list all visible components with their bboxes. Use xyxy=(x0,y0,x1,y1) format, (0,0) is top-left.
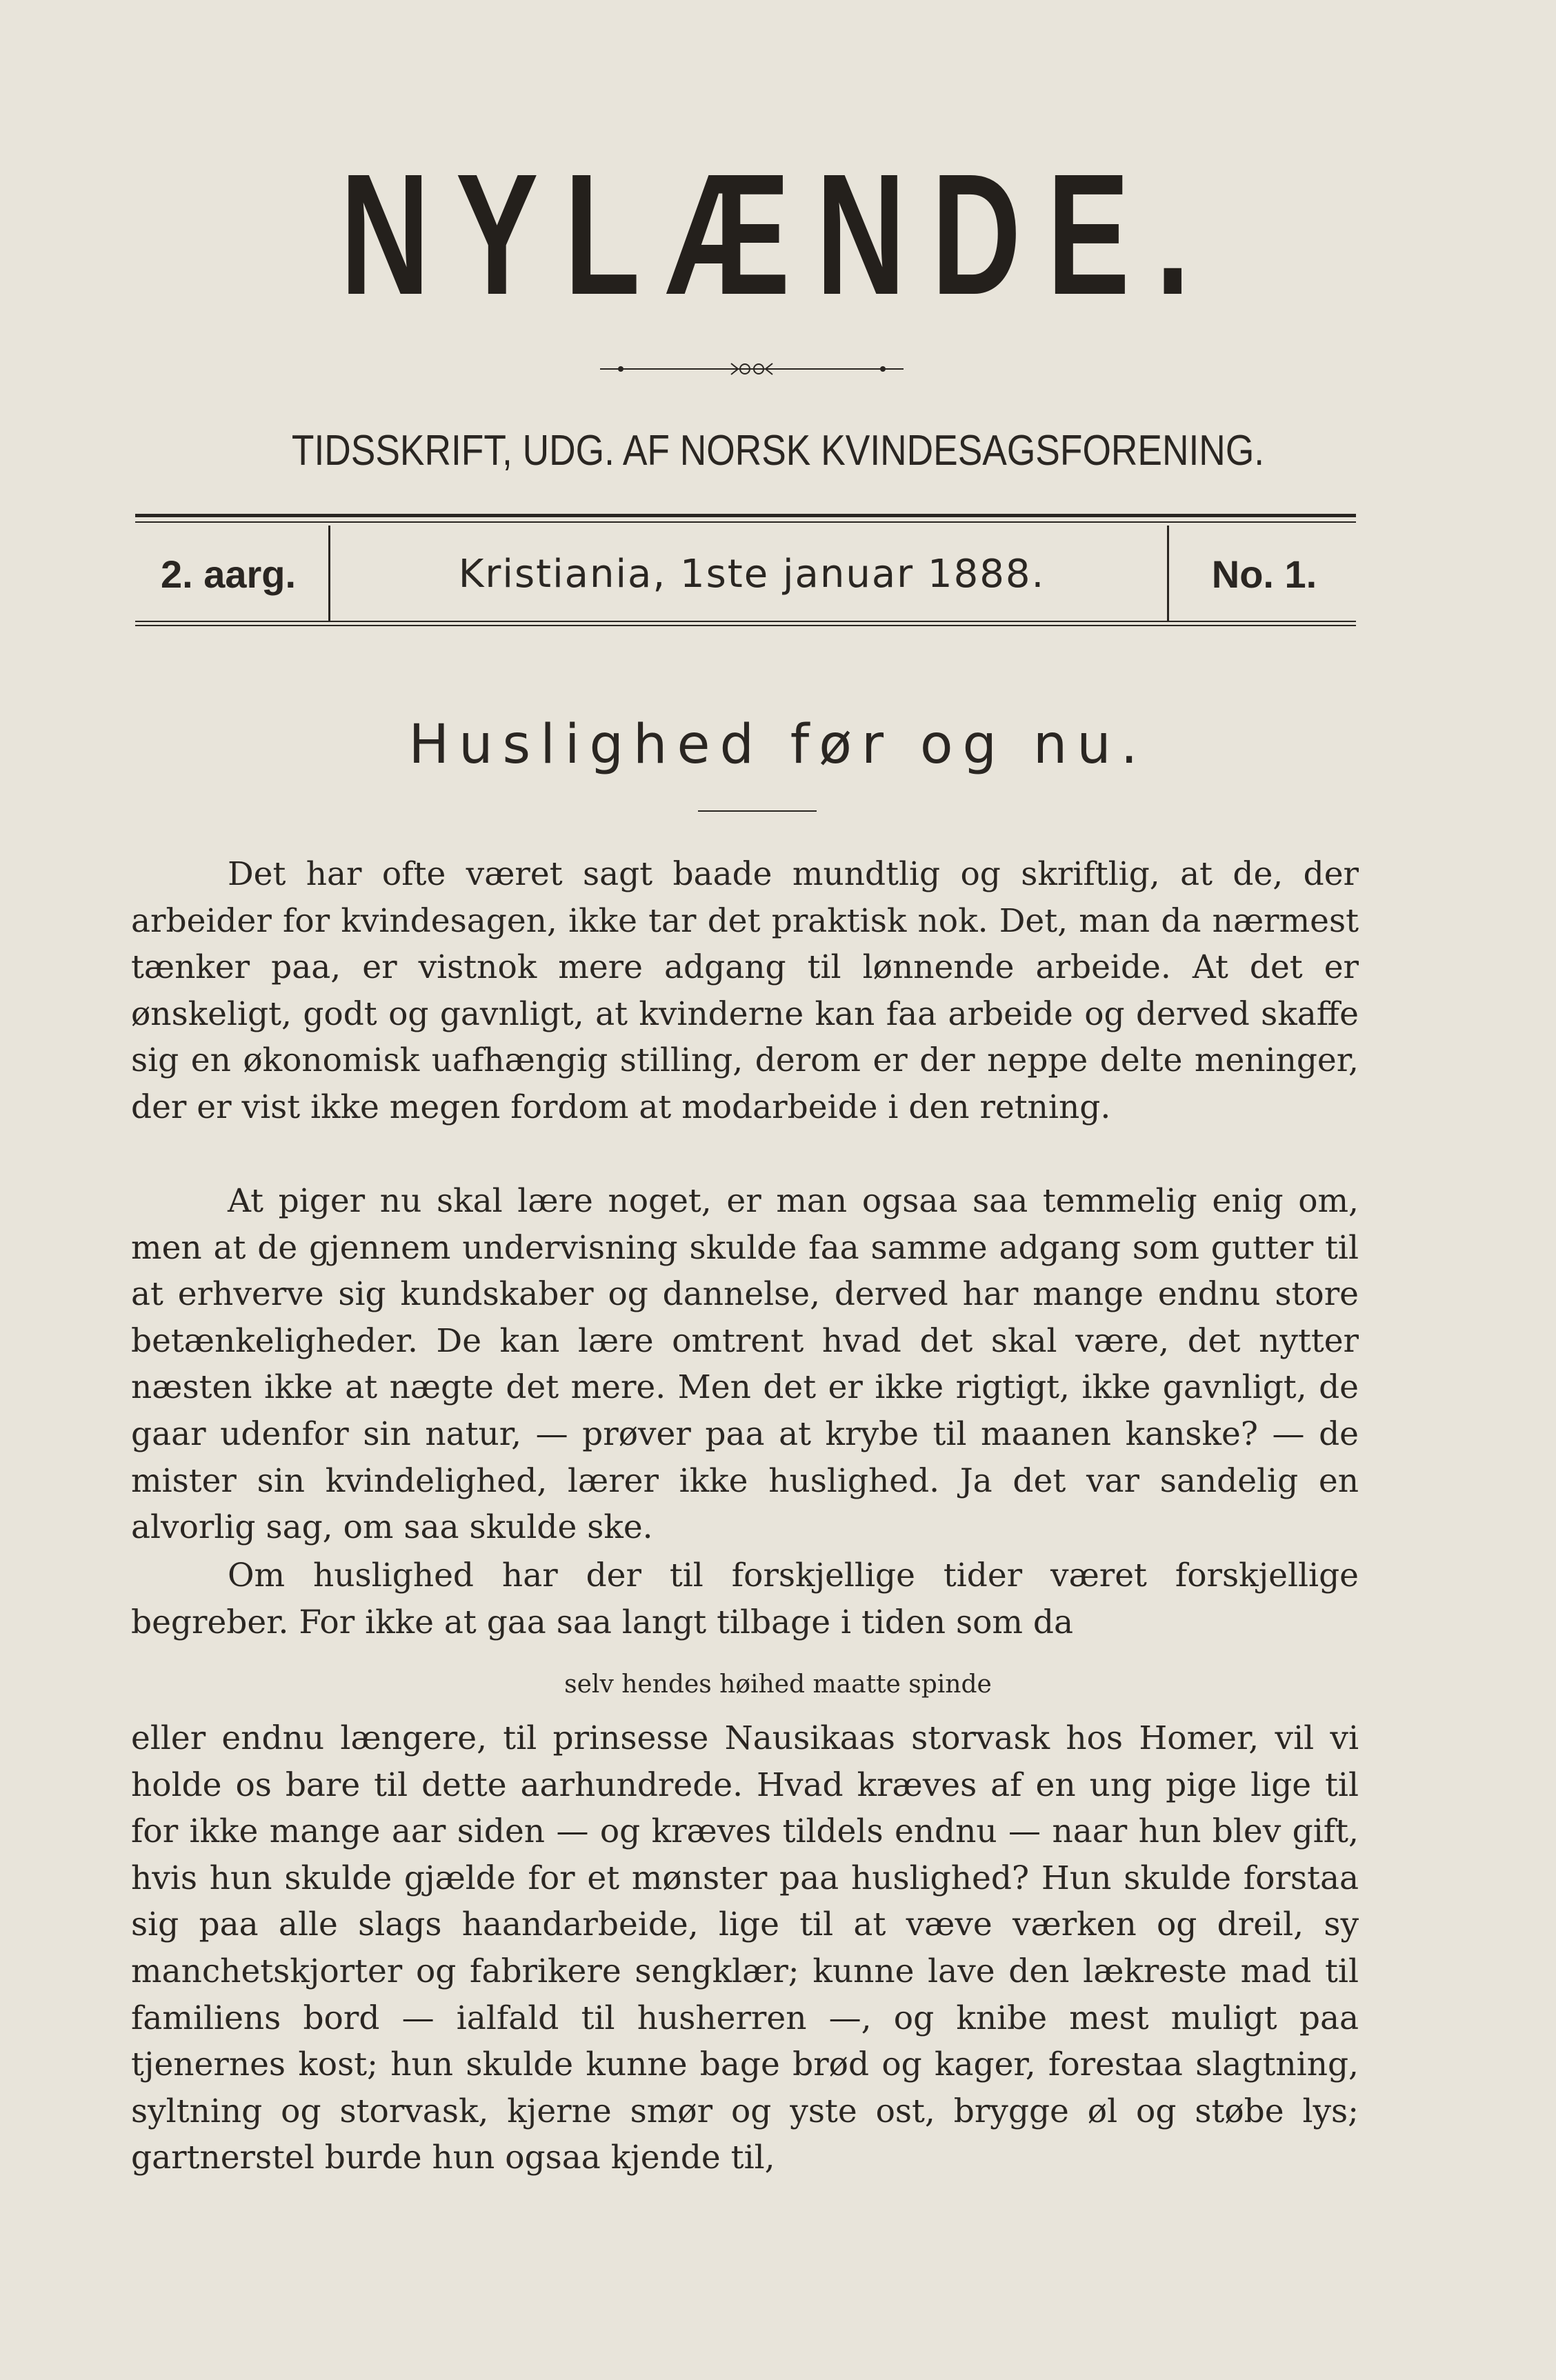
article-paragraph: eller endnu længere, til prinsesse Nausikaas storvask hos Homer, vil vi holde os bare til dette aarhundrede. Hvad kræves af en ung pige lige til for ikke mange aar siden — og kræves tildels endnu — naar hun blev gift, hvis hun skulde gjælde for et mønster paa huslighed? Hun skulde forstaa sig paa alle slags haandarbeide, lige til at væve værken og dreil, sy manchetskjorter og fabrikere sengklær; kunne lave den lækreste mad til familiens bord — ialfald til husherren —, og knibe mest muligt paa tjenernes kost; hun skulde kunne bage brød og kager, forestaa slagtning, syltning og storvask, kjerne smør og yste ost, brygge øl og støbe lys; gartnerstel burde hun ogsaa kjende til, xyxy=(131,1719,1359,2177)
issue-number: No. 1. xyxy=(1211,552,1317,596)
header-rule xyxy=(135,625,1356,626)
block-quote: selv hendes høihed maatte spinde xyxy=(564,1670,992,1699)
header-rule xyxy=(135,621,1356,622)
header-rule xyxy=(135,514,1356,517)
title-rule xyxy=(698,810,817,812)
masthead-subtitle: TIDSSKRIFT, UDG. AF NORSK KVINDESAGSFORENING. xyxy=(291,427,1265,474)
article-paragraph: At piger nu skal lære noget, er man ogsaa saa temmelig enig om, men at de gjennem undervisning skulde faa samme adgang som gutter til at erhverve sig kundskaber og dannelse, derved har mange endnu store betænkeligheder. De kan lære omtrent hvad det skal være, det nytter næsten ikke at nægte det mere. Men det er ikke rigtigt, ikke gavnligt, de gaar udenfor sin natur, — prøver paa at krybe til maanen kanske? — de mister sin kvindelighed, lærer ikke huslighed. Ja det var sandelig en alvorlig sag, om saa skulde ske. xyxy=(131,1182,1359,1547)
header-rule xyxy=(135,521,1356,523)
issue-place-date: Kristiania, 1ste januar 1888. xyxy=(458,552,1046,597)
issue-volume: 2. aarg. xyxy=(160,552,297,596)
masthead-title: NYLÆNDE. xyxy=(340,138,1216,330)
article-paragraph: Det har ofte været sagt baade mundtlig og skriftlig, at de, der arbeider for kvindesagen, ikke tar det praktisk nok. Det, man da nærmest tænker paa, er vistnok mere adgang til lønnende arbeide. At det er ønskeligt, godt og gavnligt, at kvinderne kan faa arbeide og derved skaffe sig en økonomisk uafhængig stilling, derom er der neppe delte meninger, der er vist ikke megen fordom at modarbeide i den retning. xyxy=(131,855,1359,1126)
article-paragraph: Om huslighed har der til forskjellige tider været forskjellige begreber. For ikke at gaa saa langt tilbage i tiden som da xyxy=(131,1557,1359,1641)
column-divider xyxy=(328,526,330,621)
article-title: Huslighed før og nu. xyxy=(408,714,1148,776)
ornament-divider-icon xyxy=(600,355,904,383)
